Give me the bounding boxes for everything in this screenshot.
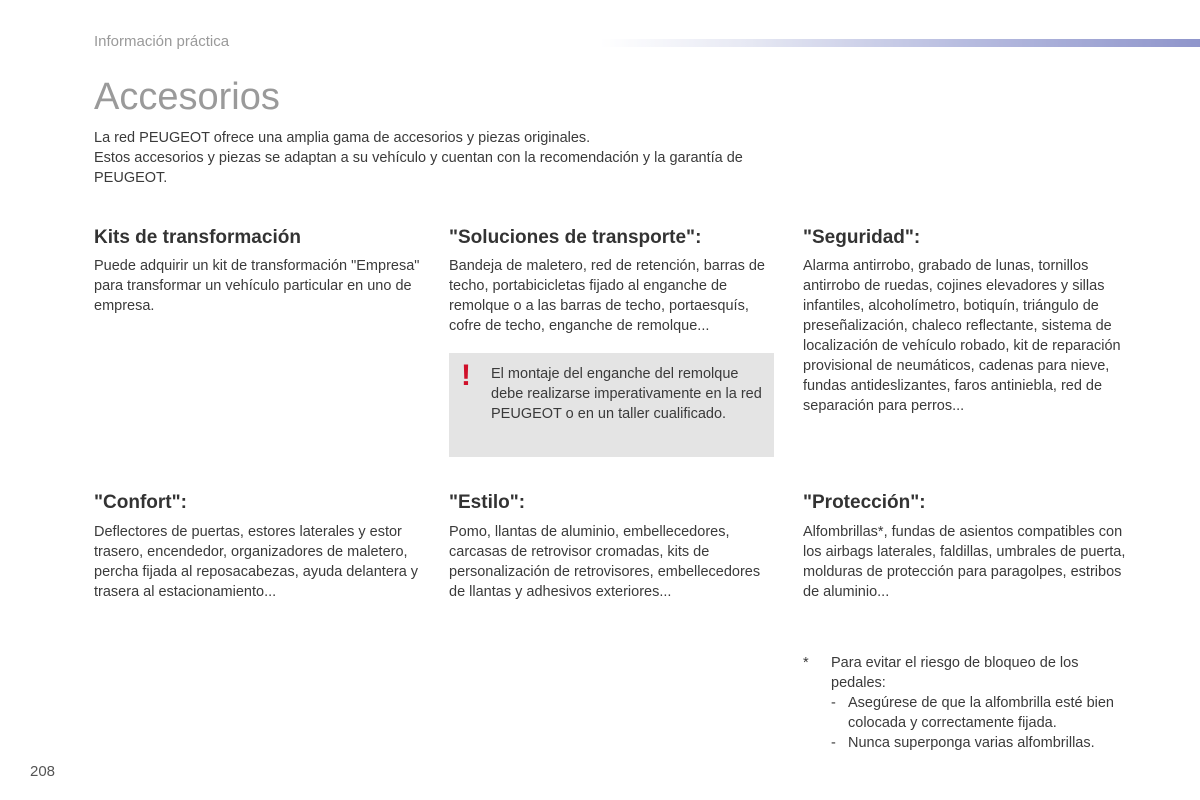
footnote-item-dash: - — [831, 735, 836, 751]
section-text: Deflectores de puertas, estores laterales y estor trasero, encendedor, organizadores de maletero, percha fijada al reposacabezas, ayuda delantera y trasera al estacionamiento... — [94, 524, 419, 600]
section-text: Pomo, llantas de aluminio, embellecedores, carcasas de retrovisor cromadas, kits de personalización de retrovisores, embellecedores de llantas y adhesivos exteriores... — [449, 524, 761, 600]
footnote-item-text: Nunca superponga varias alfombrillas. — [848, 735, 1095, 751]
footnote-main — [803, 653, 1123, 693]
header-accent-bar — [600, 39, 1200, 47]
section-heading: "Confort": — [94, 492, 187, 513]
section-text: Alfombrillas*, fundas de asientos compatibles con los airbags laterales, faldillas, umbrales de puerta, molduras de protección para paragolpes, estribos de aluminio... — [803, 524, 1126, 600]
footnote — [803, 653, 1123, 753]
footnote-item-dash: - — [831, 695, 836, 711]
section-label: Información práctica — [94, 33, 230, 50]
section-heading: Kits de transformación — [94, 227, 301, 248]
section-heading: "Seguridad": — [803, 227, 921, 248]
footnote-text: Para evitar el riesgo de bloqueo de los pedales: — [831, 655, 1079, 691]
footnote-marker: * — [803, 655, 809, 671]
section-heading: "Soluciones de transporte": — [449, 227, 702, 248]
warning-box — [449, 353, 774, 457]
section-proteccion — [803, 491, 1133, 602]
section-text: Alarma antirrobo, grabado de lunas, tornillos antirrobo de ruedas, cojines elevadores y sillas infantiles, alcoholímetro, botiquín, triángulo de preseñalización, chaleco reflectante, sistema de localización de vehículo robado, kit de reparación provisional de neumáticos, cadenas para nieve, fundas antideslizantes, faros antiniebla, red de separación para perros... — [803, 258, 1121, 414]
intro-line-2: Estos accesorios y piezas se adaptan a su vehículo y cuentan con la recomendación y la garantía de PEUGEOT. — [94, 150, 743, 186]
section-confort — [94, 491, 424, 602]
section-text: Puede adquirir un kit de transformación "Empresa" para transformar un vehículo particular en uno de empresa. — [94, 258, 420, 314]
footnote-item-text: Asegúrese de que la alfombrilla esté bien colocada y correctamente fijada. — [848, 695, 1114, 731]
page-number: 208 — [30, 763, 56, 780]
section-heading: "Estilo": — [449, 492, 526, 513]
footnote-item — [831, 693, 1123, 733]
section-kits — [94, 226, 424, 316]
warning-text: El montaje del enganche del remolque debe realizarse imperativamente en la red PEUGEOT o en un taller cualificado. — [491, 366, 762, 422]
section-estilo — [449, 491, 779, 602]
footnote-item — [831, 733, 1123, 753]
intro-line-1: La red PEUGEOT ofrece una amplia gama de accesorios y piezas originales. — [94, 130, 591, 146]
section-transporte — [449, 226, 779, 336]
section-heading: "Protección": — [803, 492, 926, 513]
section-seguridad — [803, 226, 1133, 416]
page-title: Accesorios — [94, 76, 280, 118]
intro-paragraph — [94, 128, 794, 188]
warning-exclamation-icon: ! — [461, 359, 471, 392]
section-text: Bandeja de maletero, red de retención, barras de techo, portabicicletas fijado al enganche de remolque o a las barras de techo, portaesquís, cofre de techo, enganche de remolque... — [449, 258, 765, 334]
